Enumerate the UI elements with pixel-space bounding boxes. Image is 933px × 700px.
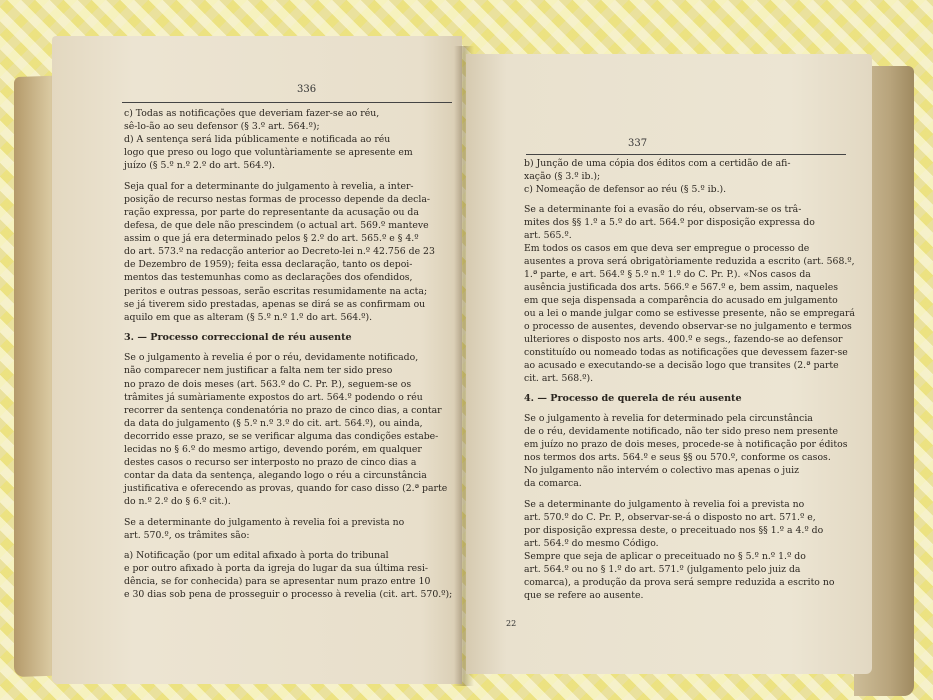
left-page-text-line: lecidas no § 6.º do mesmo artigo, devendo porém, em qualquer [124, 444, 422, 455]
left-page-text-line: trâmites já sumàriamente expostos do art. 564.º podendo o réu [124, 391, 423, 403]
right-page-text-line: No julgamento não intervém o colectivo mas apenas o juiz [524, 465, 800, 477]
right-page-text-line: ausentes a prova será obrigatòriamente reduzida a escrito (art. 568.º, [524, 256, 855, 268]
left-page [52, 36, 462, 684]
left-page-text-line: mentos das testemunhas como as declarações dos ofendidos, [124, 272, 413, 284]
left-page-text-line: logo que preso ou logo que voluntàriamente se apresente em [124, 147, 413, 159]
left-page-text-line: juízo (§ 5.º n.º 2.º do art. 564.º). [124, 160, 275, 172]
right-page-text-line: ou a lei o mande julgar como se estivesse presente, não se empregará [524, 308, 855, 320]
right-page-text-line: cit. art. 568.º). [524, 373, 594, 385]
right-header-rule [526, 154, 846, 155]
left-page-text-line: posição de recurso nestas formas de processo depende da decla- [124, 193, 431, 205]
right-page-text-line: c) Nomeação de defensor ao réu (§ 5.º ib.). [524, 184, 727, 195]
right-page-text-line: 4. — Processo de querela de réu ausente [524, 393, 742, 405]
right-page-text-line: de o réu, devidamente notificado, não ter sido preso nem presente [524, 426, 839, 438]
open-book [14, 36, 914, 696]
right-page-text-line: Se a determinante do julgamento à revelia foi a prevista no [524, 498, 805, 510]
left-page-number: 336 [297, 84, 317, 95]
right-page-text-line: Se a determinante foi a evasão do réu, observam-se os trâ- [524, 204, 802, 216]
right-page-text-line: em juízo no prazo de dois meses, procede-se à notificação por éditos [524, 439, 848, 451]
left-page-text-line: do n.º 2.º do § 6.º cit.). [124, 496, 231, 508]
right-page-text-line: ulteriores o disposto nos arts. 400.º e segs., fazendo-se ao defensor [524, 334, 843, 346]
right-page-text-line: que se refere ao ausente. [524, 589, 644, 601]
right-page-text-line: art. 565.º. [524, 230, 572, 242]
right-page-text-line: em que seja dispensada a comparência do acusado em julgamento [524, 295, 838, 307]
right-page-text-line: Em todos os casos em que deva ser empregue o processo de [524, 243, 810, 255]
left-page-text-line: a) Notificação (por um edital afixado à porta do tribunal [124, 550, 389, 562]
signature-mark: 22 [506, 619, 517, 628]
right-page-text-line: Se o julgamento à revelia for determinado pela circunstância [524, 413, 813, 425]
right-page-text-line: comarca), a produção da prova será sempre reduzida a escrito no [524, 576, 835, 588]
left-page-text-line: se já tiverem sido prestadas, apenas se dirá se as confirmam ou [124, 298, 426, 310]
right-page-text-line: ao acusado e executando-se a decisão logo que transites (2.ª parte [524, 360, 839, 372]
left-page-text-line: recorrer da sentença condenatória no prazo de cinco dias, a contar [124, 404, 442, 416]
right-page-text-line: xação (§ 3.º ib.); [524, 171, 601, 182]
left-page-text-line: 3. — Processo correccional de réu ausente [124, 332, 352, 343]
right-page-text-line: mites dos §§ 1.º a 5.º do art. 564.º por disposição expressa do [524, 217, 815, 229]
left-page-text-line: ração expressa, por parte do representante da acusação ou da [124, 206, 419, 218]
left-page-text-line: assim o que já era determinado pelos § 2.º do art. 565.º e § 4.º [124, 233, 419, 245]
right-page-text-line: 1.ª parte, e art. 564.º § 5.º n.º 1.º do C. Pr. P.). «Nos casos da [524, 269, 811, 281]
left-page-text-line: sê-lo-ão ao seu defensor (§ 3.º art. 564.º); [124, 121, 320, 133]
right-page-text-line: da comarca. [524, 478, 582, 490]
right-page-text-line: ausência justificada dos arts. 566.º e 567.º e, bem assim, naqueles [524, 282, 839, 294]
left-page-text-line: Se o julgamento à revelia é por o réu, devidamente notificado, [124, 352, 419, 364]
left-page-text-line: peritos e outras pessoas, serão escritas resumidamente na acta; [124, 285, 428, 297]
right-page-text-line: por disposição expressa deste, o preceituado nos §§ 1.º a 4.º do [524, 524, 824, 536]
left-page-text-line: justificativa e oferecendo as provas, quando for caso disso (2.ª parte [124, 483, 448, 495]
left-page-text-line: da data do julgamento (§ 5.º n.º 3.º do cit. art. 564.º), ou ainda, [124, 417, 423, 429]
left-page-text-line: destes casos o recurso ser interposto no prazo de cinco dias a [124, 457, 417, 469]
left-page-text-line: d) A sentença será lida públicamente e notificada ao réu [124, 134, 391, 146]
right-page-number: 337 [628, 138, 648, 149]
left-page-text-line: art. 570.º, os trâmites são: [124, 529, 250, 541]
right-page-text-line: constituído ou nomeado todas as notificações que devessem fazer-se [524, 347, 848, 359]
right-page-text-line: art. 564.º ou no § 1.º do art. 571.º (julgamento pelo juiz da [524, 563, 801, 575]
right-page-text-line: nos termos dos arts. 564.º e seus §§ ou 570.º, conforme os casos. [524, 452, 831, 464]
left-page-text-line: do art. 573.º na redacção anterior ao Decreto-lei n.º 42.756 de 23 [124, 246, 435, 258]
left-page-text-line: defesa, de que dele não prescindem (o actual art. 569.º manteve [124, 220, 429, 231]
right-page-text-line: art. 564.º do mesmo Código. [524, 537, 659, 549]
left-page-text-line: de Dezembro de 1959); feita essa declaração, tanto os depoi- [124, 259, 413, 271]
right-page-text-line: Sempre que seja de aplicar o preceituado no § 5.º n.º 1.º do [524, 550, 806, 562]
left-page-text-line: não comparecer nem justificar a falta nem ter sido preso [124, 365, 393, 377]
left-header-rule [122, 102, 452, 103]
right-page [466, 54, 872, 674]
left-page-text-line: aquilo em que as alteram (§ 5.º n.º 1.º do art. 564.º). [124, 311, 373, 323]
left-page-text-line: no prazo de dois meses (art. 563.º do C. Pr. P.), seguem-se os [124, 378, 412, 390]
left-page-text-line: e por outro afixado à porta da igreja do lugar da sua última resi- [124, 563, 429, 575]
left-page-text-line: Seja qual for a determinante do julgamento à revelia, a inter- [124, 180, 414, 192]
left-page-text-line: dência, se for conhecida) para se apresentar num prazo entre 10 [124, 576, 431, 588]
left-page-text-line: decorrido esse prazo, se se verificar alguma das condições estabe- [124, 430, 439, 442]
left-page-text-line: Se a determinante do julgamento à revelia foi a prevista no [124, 516, 405, 528]
left-page-text-line: c) Todas as notificações que deveriam fazer-se ao réu, [124, 108, 380, 119]
left-page-text-line: e 30 dias sob pena de prosseguir o processo à revelia (cit. art. 570.º); [124, 589, 453, 601]
left-page-text-line: contar da data da sentença, alegando logo o réu a circunstância [124, 470, 427, 482]
right-page-text-line: art. 570.º do C. Pr. P., observar-se-á o disposto no art. 571.º e, [524, 511, 816, 523]
right-page-text-line: o processo de ausentes, devendo observar-se no julgamento e termos [524, 321, 852, 333]
right-page-text-line: b) Junção de uma cópia dos éditos com a certidão de afi- [524, 158, 791, 169]
